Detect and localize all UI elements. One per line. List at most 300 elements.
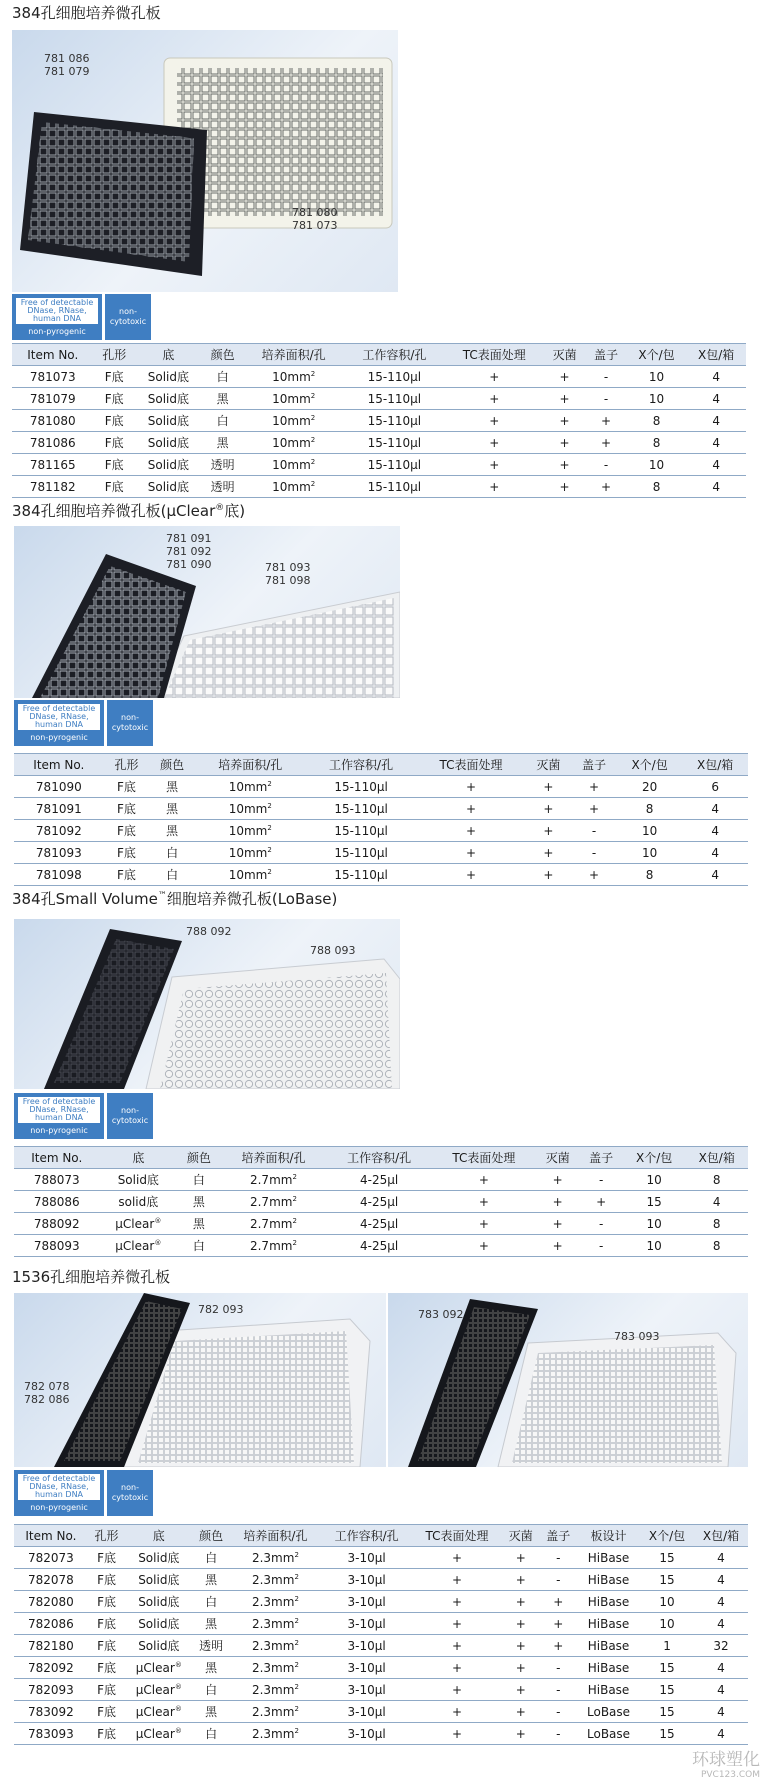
table-cell: 782092 xyxy=(14,1657,88,1679)
table-cell: 10 xyxy=(623,1213,686,1235)
table-cell: HiBase xyxy=(577,1679,640,1701)
table-cell: - xyxy=(539,1679,577,1701)
non-cytotoxic-badge: non-cytotoxic xyxy=(107,1093,153,1139)
table-cell: 8 xyxy=(617,864,683,886)
table-cell: + xyxy=(412,1679,502,1701)
table-cell: 8 xyxy=(627,410,687,432)
table-cell: + xyxy=(571,776,617,798)
table-cell: $2.3mm^2$ xyxy=(230,1613,321,1635)
table-cell: + xyxy=(416,820,525,842)
column-header: X个/包 xyxy=(640,1525,694,1547)
table-cell: 白 xyxy=(177,1235,220,1257)
table-cell: 8 xyxy=(685,1169,748,1191)
table-cell: Solid底 xyxy=(125,1547,192,1569)
table-cell: 10 xyxy=(640,1591,694,1613)
table-cell: + xyxy=(502,1613,540,1635)
table-cell: 782086 xyxy=(14,1613,88,1635)
column-header: TC表面处理 xyxy=(412,1525,502,1547)
column-header: 颜色 xyxy=(149,754,195,776)
table-cell: + xyxy=(539,1591,577,1613)
table-cell: $10mm^2$ xyxy=(195,842,306,864)
table-cell: μClear® xyxy=(125,1657,192,1679)
table-cell: + xyxy=(416,842,525,864)
product-table xyxy=(14,1146,748,1257)
table-cell: 4 xyxy=(694,1723,748,1745)
photo-label: 781 093 781 098 xyxy=(265,561,311,587)
table-cell: 10 xyxy=(640,1613,694,1635)
table-cell: μClear® xyxy=(125,1679,192,1701)
table-row xyxy=(12,476,746,498)
column-header: 颜色 xyxy=(177,1147,220,1169)
table-cell: + xyxy=(536,1235,579,1257)
table-cell: 3-10μl xyxy=(321,1657,412,1679)
table-cell: F底 xyxy=(93,432,134,454)
table-cell: 黑 xyxy=(177,1213,220,1235)
table-row xyxy=(14,1635,748,1657)
table-cell: 15-110μl xyxy=(344,410,445,432)
table-cell: 781182 xyxy=(12,476,93,498)
table-header-row xyxy=(12,344,746,366)
table-cell: F底 xyxy=(104,842,150,864)
table-cell: 4 xyxy=(682,820,748,842)
column-header: 颜色 xyxy=(202,344,243,366)
column-header: 颜色 xyxy=(192,1525,230,1547)
table-cell: HiBase xyxy=(577,1547,640,1569)
table-header-row xyxy=(14,754,748,776)
table-cell: $10mm^2$ xyxy=(243,388,344,410)
non-cytotoxic-badge: non-cytotoxic xyxy=(105,294,151,340)
table-cell: - xyxy=(585,366,626,388)
table-cell: 4 xyxy=(694,1613,748,1635)
table-cell: 15-110μl xyxy=(306,820,417,842)
table-cell: μClear® xyxy=(125,1701,192,1723)
table-cell: $2.7mm^2$ xyxy=(221,1191,327,1213)
table-cell: 8 xyxy=(685,1235,748,1257)
table-cell: 15-110μl xyxy=(344,454,445,476)
table-cell: Solid底 xyxy=(125,1635,192,1657)
photo-label: 781 091 781 092 781 090 xyxy=(166,532,212,571)
column-header: X个/包 xyxy=(627,344,687,366)
table-cell: - xyxy=(579,1213,622,1235)
table-cell: 黑 xyxy=(192,1613,230,1635)
table-cell: $10mm^2$ xyxy=(243,366,344,388)
table-cell: + xyxy=(502,1723,540,1745)
column-header: 灭菌 xyxy=(502,1525,540,1547)
table-row xyxy=(14,842,748,864)
photo-label: 788 093 xyxy=(310,944,356,957)
table-cell: Solid底 xyxy=(125,1569,192,1591)
table-cell: 3-10μl xyxy=(321,1723,412,1745)
table-cell: 3-10μl xyxy=(321,1591,412,1613)
table-cell: 15 xyxy=(640,1547,694,1569)
table-cell: 788086 xyxy=(14,1191,99,1213)
table-cell: + xyxy=(544,388,585,410)
table-cell: F底 xyxy=(104,798,150,820)
table-row xyxy=(14,1679,748,1701)
table-cell: $10mm^2$ xyxy=(195,798,306,820)
table-cell: + xyxy=(432,1235,536,1257)
photo-label: 783 092 xyxy=(418,1308,464,1321)
column-header: 培养面积/孔 xyxy=(243,344,344,366)
table-cell: - xyxy=(539,1547,577,1569)
column-header: 工作容积/孔 xyxy=(306,754,417,776)
table-row xyxy=(14,1591,748,1613)
table-cell: 781092 xyxy=(14,820,104,842)
table-cell: 15-110μl xyxy=(306,864,417,886)
table-cell: HiBase xyxy=(577,1569,640,1591)
column-header: 孔形 xyxy=(104,754,150,776)
table-cell: HiBase xyxy=(577,1613,640,1635)
dna-free-badge: Free of detectable DNase, RNase, human DNA non-pyrogenic xyxy=(14,1470,104,1516)
column-header: X包/箱 xyxy=(694,1525,748,1547)
column-header: TC表面处理 xyxy=(432,1147,536,1169)
table-cell: 白 xyxy=(192,1547,230,1569)
table-cell: 781093 xyxy=(14,842,104,864)
product-table xyxy=(14,1524,748,1745)
table-cell: F底 xyxy=(88,1569,126,1591)
dna-free-badge: Free of detectable DNase, RNase, human DNA non-pyrogenic xyxy=(12,294,102,340)
table-cell: + xyxy=(432,1169,536,1191)
table-cell: 10 xyxy=(627,454,687,476)
table-cell: - xyxy=(539,1569,577,1591)
table-cell: Solid底 xyxy=(125,1613,192,1635)
table-row xyxy=(12,366,746,388)
table-cell: 4 xyxy=(694,1679,748,1701)
table-cell: + xyxy=(539,1635,577,1657)
column-header: X包/箱 xyxy=(682,754,748,776)
table-row xyxy=(14,1235,748,1257)
table-cell: Solid底 xyxy=(99,1169,177,1191)
dna-free-badge: Free of detectable DNase, RNase, human DNA non-pyrogenic xyxy=(14,700,104,746)
non-cytotoxic-badge: non-cytotoxic xyxy=(107,700,153,746)
column-header: 盖子 xyxy=(571,754,617,776)
table-cell: $2.3mm^2$ xyxy=(230,1723,321,1745)
table-cell: 4 xyxy=(686,410,746,432)
table-cell: + xyxy=(445,366,544,388)
table-cell: F底 xyxy=(104,776,150,798)
table-cell: $2.3mm^2$ xyxy=(230,1547,321,1569)
table-cell: 黑 xyxy=(192,1657,230,1679)
table-cell: $2.3mm^2$ xyxy=(230,1657,321,1679)
table-cell: - xyxy=(585,388,626,410)
table-cell: - xyxy=(585,454,626,476)
table-cell: 10 xyxy=(627,366,687,388)
table-cell: F底 xyxy=(88,1701,126,1723)
table-cell: $10mm^2$ xyxy=(243,432,344,454)
table-cell: + xyxy=(412,1547,502,1569)
table-cell: + xyxy=(502,1679,540,1701)
table-cell: + xyxy=(536,1213,579,1235)
table-cell: F底 xyxy=(88,1679,126,1701)
table-cell: 黑 xyxy=(202,432,243,454)
table-cell: 15-110μl xyxy=(306,842,417,864)
table-cell: 15 xyxy=(640,1569,694,1591)
table-cell: 782080 xyxy=(14,1591,88,1613)
table-cell: + xyxy=(432,1191,536,1213)
table-cell: $2.3mm^2$ xyxy=(230,1701,321,1723)
column-header: 孔形 xyxy=(93,344,134,366)
table-cell: 4 xyxy=(682,864,748,886)
table-cell: + xyxy=(412,1591,502,1613)
watermark: 环球塑化 PVC123.COM xyxy=(692,1750,760,1780)
photo-label: 781 086 781 079 xyxy=(44,52,90,78)
table-cell: solid底 xyxy=(99,1191,177,1213)
column-header: 培养面积/孔 xyxy=(230,1525,321,1547)
table-row xyxy=(14,1701,748,1723)
table-cell: 10 xyxy=(617,820,683,842)
column-header: 盖子 xyxy=(585,344,626,366)
column-header: X个/包 xyxy=(617,754,683,776)
table-cell: + xyxy=(502,1635,540,1657)
table-cell: + xyxy=(544,476,585,498)
table-cell: 15-110μl xyxy=(344,476,445,498)
product-photo xyxy=(14,1293,386,1467)
photo-label: 783 093 xyxy=(614,1330,660,1343)
table-cell: + xyxy=(536,1191,579,1213)
column-header: Item No. xyxy=(12,344,93,366)
column-header: X包/箱 xyxy=(686,344,746,366)
photo-label: 781 080 781 073 xyxy=(292,206,338,232)
table-row xyxy=(12,454,746,476)
table-cell: + xyxy=(445,410,544,432)
table-cell: 781080 xyxy=(12,410,93,432)
table-cell: 白 xyxy=(192,1679,230,1701)
table-cell: 4 xyxy=(694,1591,748,1613)
column-header: Item No. xyxy=(14,1147,99,1169)
table-cell: 透明 xyxy=(202,454,243,476)
table-cell: 15-110μl xyxy=(306,798,417,820)
table-cell: $2.3mm^2$ xyxy=(230,1635,321,1657)
table-cell: + xyxy=(579,1191,622,1213)
table-cell: $2.7mm^2$ xyxy=(221,1235,327,1257)
column-header: 灭菌 xyxy=(536,1147,579,1169)
table-cell: 10 xyxy=(617,842,683,864)
table-cell: $10mm^2$ xyxy=(243,454,344,476)
section-title: 1536孔细胞培养微孔板 xyxy=(12,1268,171,1286)
table-cell: - xyxy=(539,1657,577,1679)
column-header: Item No. xyxy=(14,754,104,776)
table-cell: + xyxy=(412,1635,502,1657)
table-cell: F底 xyxy=(104,864,150,886)
table-cell: 15 xyxy=(640,1679,694,1701)
table-cell: + xyxy=(432,1213,536,1235)
product-table xyxy=(12,343,746,498)
table-cell: 白 xyxy=(149,842,195,864)
table-cell: F底 xyxy=(93,454,134,476)
table-cell: F底 xyxy=(88,1723,126,1745)
table-cell: 781079 xyxy=(12,388,93,410)
table-cell: 4-25μl xyxy=(326,1213,432,1235)
table-cell: 788073 xyxy=(14,1169,99,1191)
table-cell: + xyxy=(502,1657,540,1679)
product-table xyxy=(14,753,748,886)
table-cell: 白 xyxy=(202,410,243,432)
table-cell: HiBase xyxy=(577,1657,640,1679)
table-cell: + xyxy=(585,432,626,454)
table-cell: 黑 xyxy=(202,388,243,410)
table-cell: 3-10μl xyxy=(321,1547,412,1569)
table-cell: 4-25μl xyxy=(326,1169,432,1191)
table-cell: + xyxy=(445,476,544,498)
table-cell: 10 xyxy=(623,1169,686,1191)
table-cell: 3-10μl xyxy=(321,1701,412,1723)
table-cell: - xyxy=(571,820,617,842)
table-cell: $10mm^2$ xyxy=(195,864,306,886)
table-cell: + xyxy=(502,1701,540,1723)
table-row xyxy=(14,1613,748,1635)
table-cell: 4-25μl xyxy=(326,1191,432,1213)
table-cell: 白 xyxy=(192,1723,230,1745)
table-cell: 782180 xyxy=(14,1635,88,1657)
table-cell: 黑 xyxy=(192,1569,230,1591)
table-cell: 4 xyxy=(686,388,746,410)
table-cell: + xyxy=(445,432,544,454)
table-cell: 4 xyxy=(694,1569,748,1591)
table-cell: - xyxy=(579,1235,622,1257)
table-header-row xyxy=(14,1147,748,1169)
table-cell: + xyxy=(416,776,525,798)
table-cell: F底 xyxy=(88,1591,126,1613)
table-row xyxy=(14,1657,748,1679)
table-cell: $10mm^2$ xyxy=(195,820,306,842)
table-cell: 15-110μl xyxy=(344,432,445,454)
table-cell: F底 xyxy=(93,476,134,498)
photo-label: 788 092 xyxy=(186,925,232,938)
table-row xyxy=(14,864,748,886)
table-cell: + xyxy=(445,388,544,410)
table-row xyxy=(12,410,746,432)
table-cell: F底 xyxy=(88,1613,126,1635)
table-cell: $2.3mm^2$ xyxy=(230,1569,321,1591)
table-cell: - xyxy=(579,1169,622,1191)
table-cell: $10mm^2$ xyxy=(195,776,306,798)
dna-free-badge: Free of detectable DNase, RNase, human DNA non-pyrogenic xyxy=(14,1093,104,1139)
table-cell: 6 xyxy=(682,776,748,798)
table-cell: + xyxy=(544,432,585,454)
table-cell: 781086 xyxy=(12,432,93,454)
section-title: 384孔细胞培养微孔板(μClear®底) xyxy=(12,502,246,520)
column-header: Item No. xyxy=(14,1525,88,1547)
column-header: 培养面积/孔 xyxy=(221,1147,327,1169)
table-row xyxy=(14,798,748,820)
table-cell: Solid底 xyxy=(135,388,202,410)
table-cell: 782078 xyxy=(14,1569,88,1591)
table-cell: + xyxy=(416,798,525,820)
table-cell: 15-110μl xyxy=(344,388,445,410)
table-cell: 783093 xyxy=(14,1723,88,1745)
table-cell: LoBase xyxy=(577,1701,640,1723)
table-cell: $10mm^2$ xyxy=(243,476,344,498)
table-cell: 10 xyxy=(623,1235,686,1257)
table-cell: 黑 xyxy=(177,1191,220,1213)
table-cell: $2.7mm^2$ xyxy=(221,1213,327,1235)
table-cell: 3-10μl xyxy=(321,1635,412,1657)
table-cell: + xyxy=(571,798,617,820)
table-cell: 白 xyxy=(202,366,243,388)
table-cell: 8 xyxy=(617,798,683,820)
table-cell: 788093 xyxy=(14,1235,99,1257)
table-cell: F底 xyxy=(88,1635,126,1657)
table-cell: 788092 xyxy=(14,1213,99,1235)
table-cell: 透明 xyxy=(202,476,243,498)
table-cell: 透明 xyxy=(192,1635,230,1657)
section-title: 384孔细胞培养微孔板 xyxy=(12,4,161,22)
table-cell: + xyxy=(536,1169,579,1191)
table-cell: Solid底 xyxy=(135,476,202,498)
table-cell: μClear® xyxy=(125,1723,192,1745)
table-cell: Solid底 xyxy=(135,410,202,432)
table-cell: + xyxy=(502,1547,540,1569)
table-cell: 白 xyxy=(192,1591,230,1613)
table-cell: 4 xyxy=(686,366,746,388)
table-cell: Solid底 xyxy=(135,366,202,388)
photo-label: 782 078 782 086 xyxy=(24,1380,70,1406)
table-cell: $10mm^2$ xyxy=(243,410,344,432)
table-cell: Solid底 xyxy=(135,454,202,476)
table-cell: 15-110μl xyxy=(344,366,445,388)
table-cell: + xyxy=(526,820,572,842)
column-header: 板设计 xyxy=(577,1525,640,1547)
table-cell: 4 xyxy=(686,454,746,476)
table-cell: 32 xyxy=(694,1635,748,1657)
table-cell: 黑 xyxy=(149,776,195,798)
column-header: 底 xyxy=(135,344,202,366)
table-cell: 781090 xyxy=(14,776,104,798)
table-cell: + xyxy=(544,410,585,432)
table-cell: - xyxy=(539,1701,577,1723)
table-row xyxy=(14,1569,748,1591)
table-cell: 4 xyxy=(685,1191,748,1213)
table-cell: 4-25μl xyxy=(326,1235,432,1257)
table-row xyxy=(14,820,748,842)
table-cell: 黑 xyxy=(149,820,195,842)
table-cell: + xyxy=(544,454,585,476)
table-cell: 782093 xyxy=(14,1679,88,1701)
table-cell: 15 xyxy=(640,1701,694,1723)
table-cell: $2.7mm^2$ xyxy=(221,1169,327,1191)
table-cell: - xyxy=(539,1723,577,1745)
column-header: 底 xyxy=(125,1525,192,1547)
table-cell: μClear® xyxy=(99,1235,177,1257)
table-row xyxy=(14,1723,748,1745)
column-header: 孔形 xyxy=(88,1525,126,1547)
table-cell: + xyxy=(526,798,572,820)
photo-label: 782 093 xyxy=(198,1303,244,1316)
non-cytotoxic-badge: non-cytotoxic xyxy=(107,1470,153,1516)
table-cell: 8 xyxy=(685,1213,748,1235)
table-cell: μClear® xyxy=(99,1213,177,1235)
column-header: 盖子 xyxy=(579,1147,622,1169)
table-cell: + xyxy=(445,454,544,476)
table-cell: + xyxy=(416,864,525,886)
table-cell: 4 xyxy=(694,1701,748,1723)
column-header: 培养面积/孔 xyxy=(195,754,306,776)
table-cell: $2.3mm^2$ xyxy=(230,1679,321,1701)
table-cell: HiBase xyxy=(577,1635,640,1657)
table-cell: + xyxy=(585,410,626,432)
table-cell: 1 xyxy=(640,1635,694,1657)
table-cell: 15 xyxy=(640,1657,694,1679)
table-cell: 黑 xyxy=(192,1701,230,1723)
table-cell: F底 xyxy=(88,1547,126,1569)
table-cell: F底 xyxy=(88,1657,126,1679)
table-cell: + xyxy=(412,1701,502,1723)
column-header: TC表面处理 xyxy=(416,754,525,776)
column-header: 盖子 xyxy=(539,1525,577,1547)
table-cell: $2.3mm^2$ xyxy=(230,1591,321,1613)
table-cell: + xyxy=(585,476,626,498)
table-cell: + xyxy=(526,842,572,864)
